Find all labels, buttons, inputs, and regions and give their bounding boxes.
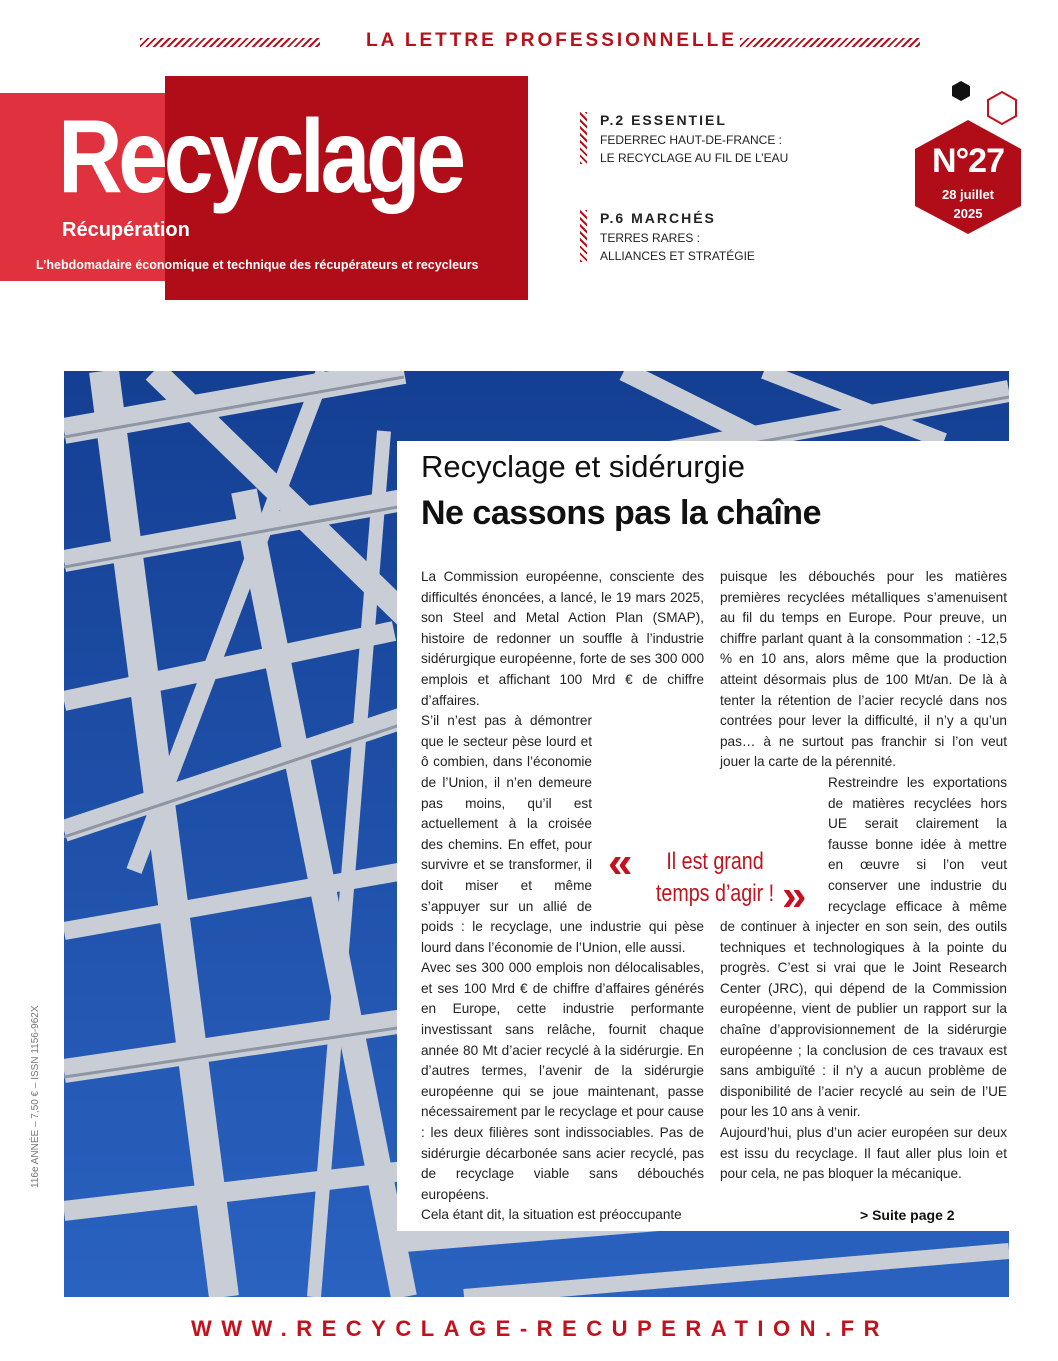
contents-hatch-1 [580, 112, 587, 164]
website-url[interactable]: WWW.RECYCLAGE-RECUPERATION.FR [191, 1316, 889, 1341]
pull-quote-line-1: Il est grand [666, 848, 764, 875]
quote-open-mark: « [608, 838, 633, 887]
article-title: Ne cassons pas la chaîne [421, 494, 821, 532]
article-paragraph: Restreindre les exportations de matières recyclées hors UE serait clairement la fausse bonne idée à mettre en œuvre si l’on veut conserver une industrie du recyclage efficace à même de continuer à injecter en son sein, des outils techniques et technologiques à la pointe du progrès. C’est si vrai que le Joint Research Center (JRC), qui dépend de la Commission européenne, vient de publier un rapport sur la chaîne d’approvisionnement de la sidérurgie européenne ; la conclusion de ces travaux est sans ambiguïté : il n’y a aucun problème de disponibilité de l’acier recyclé au sein de l’UE pour les 10 ans à venir. [720, 774, 1007, 1120]
article-paragraph: Cela étant dit, la situation est préoccupante [421, 1207, 682, 1223]
contents-line-1a: FEDERREC HAUT-DE-FRANCE : [600, 133, 783, 147]
article-paragraph: puisque les débouchés pour les matières premières recyclées métalliques s’amenuisent au fil du temps en Europe. Pour preuve, un chiffre parlant quant à la consommation : -12,5 % en 10 ans, alors même que la production atteint désormais plus de 100 Mt/an. De là à tenter la rétention de l’acier recyclé dans nos contrées pour lever la difficulté, il n’y a qu’un pas… à ne surtout pas franchir si l’on veut jouer la carte de la pérennité. [720, 569, 1007, 770]
quote-close-mark: » [782, 871, 807, 920]
article-paragraph: La Commission européenne, consciente des difficultés énoncées, a lancé, le 19 mars 2025, son Steel and Metal Action Plan (SMAP), histoire de redonner un souffle à l’industrie sidérurgique européenne, forte de ses 300 000 emplois et affichant 100 Mrd € de chiffre d’affaires. [421, 569, 704, 708]
masthead-subtitle: Récupération [62, 219, 190, 241]
black-hexagon-icon [950, 80, 972, 102]
contents-hatch-2 [580, 210, 587, 262]
publication-kicker: LA LETTRE PROFESSIONNELLE [366, 30, 737, 51]
issue-date-year: 2025 [953, 206, 983, 221]
masthead-title: Recyclage [58, 99, 462, 215]
article-paragraph: Avec ses 300 000 emplois non délocalisables, et ses 100 Mrd € de chiffre d’affaires générés en Europe, cette industrie performante investissant sans relâche, fournit chaque année 80 Mt d’acier recyclé à la sidérurgie. En d’autres termes, l’avenir de la sidérurgie européenne qui se joue maintenant, passe nécessairement par le recyclage et pour cause : les deux filières sont indissociables. Pas de sidérurgie décarbonée sans acier recyclé, pas de recyclage viable sans débouchés européens. [421, 960, 704, 1202]
top-hatch-left [140, 38, 320, 47]
contents-title-2[interactable]: P.6 MARCHÉS [600, 210, 716, 226]
issn-side-text: 116e ANNÉE – 7,50 € – ISSN 1156-962X [30, 1005, 41, 1188]
continued-link[interactable]: > Suite page 2 [860, 1207, 955, 1223]
top-hatch-right [740, 38, 920, 47]
contents-line-2a: TERRES RARES : [600, 231, 701, 245]
article-paragraph: Aujourd’hui, plus d’un acier européen sur deux est issu du recyclage. Il faut aller plus loin et pour cela, ne pas bloquer la mécanique. [720, 1125, 1007, 1182]
article-paragraph: S’il n’est pas à démontrer que le secteur pèse lourd et ô combien, dans l’économie de l’Union, il n’en demeure pas moins, qu’il est actuellement à la croisée des chemins. En effet, pour survivre et se transformer, il doit miser et même s’appuyer sur un allié de poids : le recyclage, une industrie qui pèse lourd dans l’économie de l’Union, elle aussi. [421, 713, 704, 955]
contents-title-1[interactable]: P.2 ESSENTIEL [600, 112, 727, 128]
pull-quote-line-2: temps d’agir ! [655, 880, 775, 907]
issue-number: N°27 [932, 142, 1004, 180]
article-kicker: Recyclage et sidérurgie [421, 449, 745, 484]
masthead-tagline: L’hebdomadaire économique et technique des récupérateurs et recycleurs [36, 258, 479, 272]
contents-line-1b: LE RECYCLAGE AU FIL DE L’EAU [600, 151, 789, 165]
contents-line-2b: ALLIANCES ET STRATÉGIE [600, 249, 755, 263]
issue-date-day: 28 juillet [941, 187, 995, 202]
